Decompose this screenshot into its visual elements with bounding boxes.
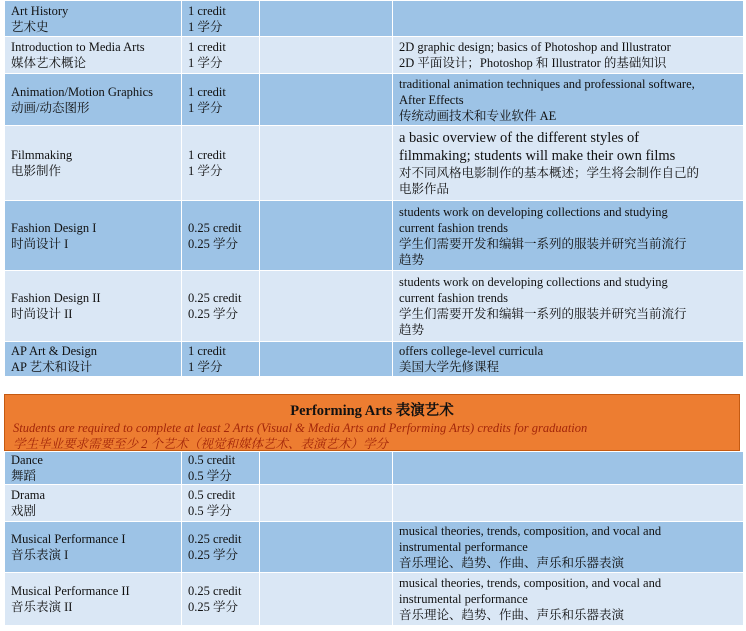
empty-cell xyxy=(260,485,393,522)
course-name-cell xyxy=(5,342,182,377)
graduation-note-en: Students are required to complete at least 2 Arts (Visual & Media Arts and Performing Arts) credits for graduation xyxy=(13,421,588,435)
description-line: 电影作品 xyxy=(399,182,450,196)
empty-cell xyxy=(260,74,393,126)
description-cell xyxy=(393,201,744,271)
description-cell xyxy=(393,522,744,573)
performing-arts-table xyxy=(4,451,744,626)
course-name-en: Art History xyxy=(11,3,69,18)
credit-cell xyxy=(182,1,260,37)
description-line: 趋势 xyxy=(399,252,425,267)
description-line: After Effects xyxy=(399,92,464,107)
course-name-zh: 媒体艺术概论 xyxy=(11,56,87,70)
empty-cell xyxy=(260,126,393,201)
credit-en: 1 credit xyxy=(188,344,226,358)
course-name-zh: 舞蹈 xyxy=(11,469,37,483)
course-name-cell xyxy=(5,1,182,37)
credit-zh: 0.5 学分 xyxy=(188,504,232,518)
course-row xyxy=(5,522,744,573)
course-name-cell xyxy=(5,201,182,271)
course-name-en: Animation/Motion Graphics xyxy=(11,84,153,99)
empty-cell xyxy=(260,522,393,573)
description-cell xyxy=(393,573,744,626)
description-line: musical theories, trends, composition, and vocal and xyxy=(399,576,662,590)
description-line: current fashion trends xyxy=(399,220,508,235)
description-cell xyxy=(393,1,744,37)
description-line: 学生们需要开发和编辑一系列的服装并研究当前流行 xyxy=(399,236,687,251)
credit-cell xyxy=(182,573,260,626)
description-cell xyxy=(393,74,744,126)
credit-zh: 0.25 学分 xyxy=(188,548,239,562)
course-name-cell xyxy=(5,522,182,573)
course-name-cell xyxy=(5,573,182,626)
description-line: instrumental performance xyxy=(399,592,528,606)
credit-zh: 0.25 学分 xyxy=(188,307,239,321)
credit-zh: 0.5 学分 xyxy=(188,469,232,483)
credit-en: 1 credit xyxy=(188,148,226,162)
course-row xyxy=(5,342,744,377)
course-name-en: Introduction to Media Arts xyxy=(11,40,145,54)
credit-zh: 1 学分 xyxy=(188,19,223,34)
credit-cell xyxy=(182,452,260,485)
credit-en: 0.25 credit xyxy=(188,532,242,546)
course-name-en: Dance xyxy=(11,453,43,467)
course-row xyxy=(5,485,744,522)
empty-cell xyxy=(260,201,393,271)
description-cell xyxy=(393,126,744,201)
credit-zh: 1 学分 xyxy=(188,360,223,374)
description-line: students work on developing collections and studying xyxy=(399,275,668,289)
empty-cell xyxy=(260,573,393,626)
course-name-zh: 电影制作 xyxy=(11,164,62,178)
description-cell xyxy=(393,485,744,522)
credit-zh: 0.25 学分 xyxy=(188,600,239,614)
empty-cell xyxy=(260,342,393,377)
credit-zh: 1 学分 xyxy=(188,164,223,178)
course-name-cell xyxy=(5,37,182,74)
description-line: traditional animation techniques and professional software, xyxy=(399,76,695,91)
description-cell xyxy=(393,37,744,74)
course-row xyxy=(5,126,744,201)
course-name-en: Drama xyxy=(11,488,46,502)
credit-zh: 0.25 学分 xyxy=(188,236,239,251)
description-line: a basic overview of the different styles of xyxy=(399,130,640,146)
credit-cell xyxy=(182,342,260,377)
description-line: 对不同风格电影制作的基本概述；学生将会制作自己的 xyxy=(399,166,700,180)
credit-en: 1 credit xyxy=(188,3,226,18)
course-name-cell xyxy=(5,452,182,485)
description-line: students work on developing collections and studying xyxy=(399,204,668,219)
description-cell xyxy=(393,342,744,377)
course-name-en: Fashion Design I xyxy=(11,220,97,235)
course-name-zh: 音乐表演 II xyxy=(11,600,73,614)
course-name-en: AP Art & Design xyxy=(11,344,97,358)
description-line: offers college-level curricula xyxy=(399,344,544,358)
course-name-zh: 时尚设计 I xyxy=(11,236,69,251)
course-name-en: Fashion Design II xyxy=(11,291,101,305)
course-name-zh: AP 艺术和设计 xyxy=(11,360,93,374)
credit-en: 0.5 credit xyxy=(188,488,236,502)
description-line: 音乐理论、趋势、作曲、声乐和乐器表演 xyxy=(399,608,625,622)
description-line: current fashion trends xyxy=(399,291,508,305)
course-row xyxy=(5,271,744,342)
credit-cell xyxy=(182,74,260,126)
course-row xyxy=(5,37,744,74)
course-row xyxy=(5,74,744,126)
credit-en: 0.5 credit xyxy=(188,453,236,467)
description-line: filmmaking; students will make their own films xyxy=(399,148,676,164)
course-name-en: Filmmaking xyxy=(11,148,73,162)
course-row xyxy=(5,1,744,37)
course-name-zh: 时尚设计 II xyxy=(11,307,73,321)
course-name-en: Musical Performance I xyxy=(11,532,126,546)
empty-cell xyxy=(260,271,393,342)
course-name-cell xyxy=(5,126,182,201)
credit-zh: 1 学分 xyxy=(188,100,223,115)
description-line: 传统动画技术和专业软件 AE xyxy=(399,108,557,123)
description-line: 趋势 xyxy=(399,323,425,337)
credit-cell xyxy=(182,271,260,342)
description-line: 音乐理论、趋势、作曲、声乐和乐器表演 xyxy=(399,556,625,570)
description-line: musical theories, trends, composition, and vocal and xyxy=(399,524,662,538)
course-name-en: Musical Performance II xyxy=(11,584,130,598)
description-cell xyxy=(393,271,744,342)
description-line: instrumental performance xyxy=(399,540,528,554)
credit-cell xyxy=(182,126,260,201)
course-name-cell xyxy=(5,74,182,126)
credit-en: 0.25 credit xyxy=(188,584,242,598)
credit-cell xyxy=(182,522,260,573)
description-cell xyxy=(393,452,744,485)
credit-en: 0.25 credit xyxy=(188,291,242,305)
description-line: 2D 平面设计；Photoshop 和 Illustrator 的基础知识 xyxy=(399,56,667,70)
course-name-zh: 动画/动态图形 xyxy=(11,100,90,115)
course-name-zh: 艺术史 xyxy=(11,19,49,34)
credit-cell xyxy=(182,485,260,522)
empty-cell xyxy=(260,452,393,485)
course-name-cell xyxy=(5,271,182,342)
credit-cell xyxy=(182,37,260,74)
credit-en: 1 credit xyxy=(188,40,226,54)
credit-zh: 1 学分 xyxy=(188,56,223,70)
graduation-note-zh: 学生毕业要求需要至少 2 个艺术（视觉和媒体艺术、表演艺术）学分 xyxy=(13,437,389,451)
credit-en: 1 credit xyxy=(188,84,226,99)
description-line: 学生们需要开发和编辑一系列的服装并研究当前流行 xyxy=(399,307,687,321)
course-row xyxy=(5,452,744,485)
credit-en: 0.25 credit xyxy=(188,220,242,235)
course-row xyxy=(5,573,744,626)
performing-arts-title: Performing Arts 表演艺术 xyxy=(290,403,454,419)
course-name-zh: 音乐表演 I xyxy=(11,548,69,562)
description-line: 2D graphic design; basics of Photoshop and Illustrator xyxy=(399,40,671,54)
course-row xyxy=(5,201,744,271)
performing-arts-header xyxy=(4,394,740,451)
credit-cell xyxy=(182,201,260,271)
description-line: 美国大学先修课程 xyxy=(399,360,500,374)
empty-cell xyxy=(260,1,393,37)
course-name-cell xyxy=(5,485,182,522)
visual-media-arts-table xyxy=(4,0,744,377)
course-name-zh: 戏剧 xyxy=(11,504,37,518)
empty-cell xyxy=(260,37,393,74)
